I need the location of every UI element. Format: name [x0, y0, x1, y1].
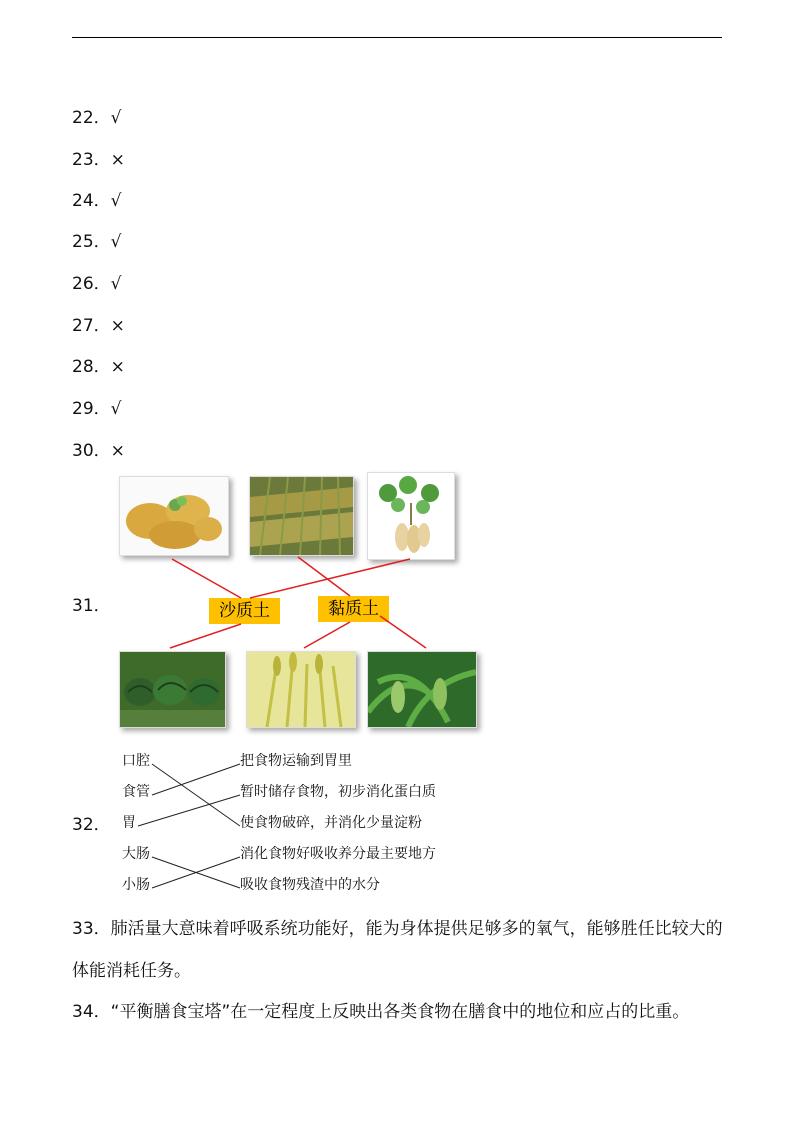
line-sandy-watermelon	[170, 624, 241, 648]
answer-34: 34．“平衡膳食宝塔”在一定程度上反映出各类食物在膳食中的地位和应占的比重。	[72, 1002, 690, 1022]
peanut-icon	[368, 473, 454, 559]
organ-esophagus: 食管	[122, 784, 150, 800]
answer-24: 24．√	[72, 191, 122, 211]
peanut-image	[367, 472, 455, 560]
potato-icon	[120, 477, 228, 555]
q31-number: 31．	[72, 596, 111, 616]
answer-25: 25．√	[72, 232, 122, 252]
function-store: 暂时储存食物，初步消化蛋白质	[240, 784, 436, 800]
line-large-intestine-water	[152, 857, 240, 888]
q32-number: 32．	[72, 815, 111, 835]
line-mouth-break	[152, 764, 240, 826]
answer-23: 23．×	[72, 150, 125, 170]
answer-27: 27．×	[72, 316, 125, 336]
wheat-image	[246, 651, 356, 728]
corn-image	[367, 651, 477, 728]
line-small-intestine-nutrients	[152, 857, 240, 888]
line-clay-wheat	[304, 622, 350, 648]
wheat-icon	[247, 652, 355, 727]
answer-29: 29．√	[72, 399, 122, 419]
potato-image	[119, 476, 229, 556]
clay-soil-label: 黏质土	[318, 596, 389, 622]
answer-22: 22．√	[72, 108, 122, 128]
rice-image	[249, 476, 354, 556]
answer-33: 33．肺活量大意味着呼吸系统功能好，能为身体提供足够多的氧气，能够胜任比较大的体能消耗任务。	[72, 919, 723, 981]
watermelon-image	[119, 651, 226, 728]
line-potato-sandy	[172, 559, 241, 598]
answer-26: 26．√	[72, 274, 122, 294]
line-rice-clay	[298, 557, 350, 596]
function-transport: 把食物运输到胃里	[240, 753, 352, 769]
line-stomach-store	[138, 795, 240, 826]
organ-mouth: 口腔	[122, 753, 150, 769]
rice-icon	[250, 477, 353, 555]
function-absorb-nutrients: 消化食物好吸收养分最主要地方	[240, 846, 436, 862]
sandy-soil-label: 沙质土	[209, 598, 280, 624]
line-esophagus-transport	[152, 764, 240, 795]
header-rule	[72, 37, 722, 38]
function-absorb-water: 吸收食物残渣中的水分	[240, 877, 380, 893]
answer-28: 28．×	[72, 357, 125, 377]
answer-30: 30．×	[72, 441, 125, 461]
line-peanut-sandy	[250, 559, 410, 598]
organ-small-intestine: 小肠	[122, 877, 150, 893]
organ-large-intestine: 大肠	[122, 846, 150, 862]
organ-stomach: 胃	[122, 815, 136, 831]
function-break: 使食物破碎，并消化少量淀粉	[240, 815, 422, 831]
corn-icon	[368, 652, 476, 727]
watermelon-icon	[120, 652, 225, 727]
